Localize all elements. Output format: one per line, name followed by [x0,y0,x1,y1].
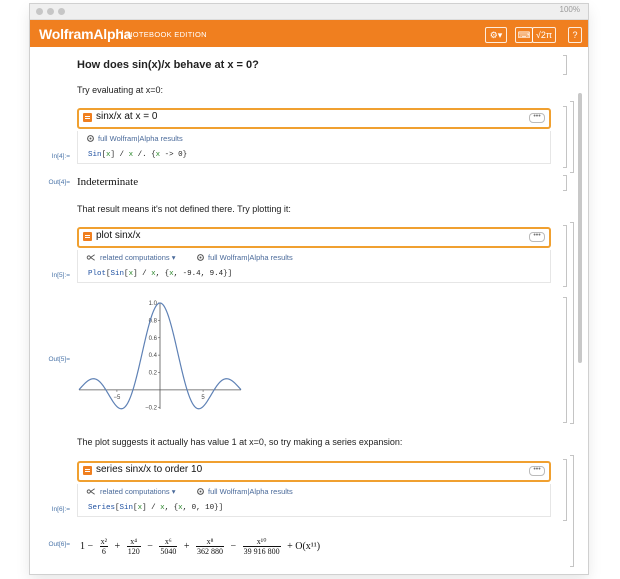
plot-output [75,297,245,432]
cell-bracket[interactable] [563,106,567,168]
input-cell-1[interactable] [77,148,551,164]
result-bar-3 [77,484,551,501]
input-label: In[4]:= [51,153,70,160]
maximize-window-icon[interactable] [58,8,65,15]
full-results-link[interactable]: full Wolfram|Alpha results [196,487,293,496]
notebook-window [30,4,588,574]
series-term: $\frac{\text{x¹⁰}}{39 916 800}$ [243,537,280,556]
sinc-plot [75,297,245,427]
y-tick-label: 0.6 [148,335,157,342]
keyboard-button[interactable]: ⌨ [515,27,533,43]
query-icon [83,232,92,241]
cell-group-bracket[interactable] [570,455,574,567]
full-results-link[interactable]: full Wolfram|Alpha results [86,134,183,143]
query-input-2[interactable] [77,227,551,248]
y-tick-label: 1.0 [148,301,157,307]
result-bar-2 [77,250,551,267]
cell-group-bracket[interactable] [570,222,574,424]
help-button[interactable]: ? [568,27,582,43]
query-icon [83,113,92,122]
y-tick-label: 0.4 [148,353,157,360]
related-computations-link[interactable]: related computations ▾ [86,253,175,262]
cell-bracket[interactable] [563,225,567,287]
y-tick-label: 0.8 [148,318,157,325]
output-indeterminate: Indeterminate [77,176,139,188]
y-tick-label: −0.2 [145,405,157,412]
zoom-level: 100% [559,5,580,14]
query-text: series sinx/x to order 10 [96,464,203,475]
query-input-1[interactable] [77,108,551,129]
input-label: In[5]:= [51,272,70,279]
series-term: $\frac{\text{x⁶}}{5040}$ [160,537,177,556]
close-window-icon[interactable] [36,8,43,15]
series-expansion-output: 1 − $\frac{\text{x²}}{6}$ + $\frac{\text{x⁴}}{120}$ − $\frac{\text{x⁶}}{5040}$ + $\frac{\text{x⁸}}{362 880}$ − $\frac{\text{x¹⁰}}{39 916 800}$ + O(x¹¹) [80,537,321,556]
more-options-icon[interactable]: ••• [529,466,545,476]
input-label: In[6]:= [51,506,70,513]
cell-bracket[interactable] [563,55,567,75]
more-options-icon[interactable]: ••• [529,113,545,123]
result-bar-1 [77,131,551,148]
input-code: Plot[Sin[x] / x, {x, -9.4, 9.4}] [88,270,233,278]
intro-text: Try evaluating at x=0: [77,85,163,95]
series-suggestion-text: The plot suggests it actually has value 1 at x=0, so try making a series expansion: [77,437,403,447]
gear-icon [196,487,205,496]
query-text: sinx/x at x = 0 [96,111,158,122]
more-options-icon[interactable]: ••• [529,232,545,242]
series-term: $\frac{\text{x²}}{6}$ [100,537,108,556]
brand-bar [30,20,588,47]
wolfram-alpha-logo: WolframAlpha [39,26,132,42]
minimize-window-icon[interactable] [47,8,54,15]
series-term: $\frac{\text{x⁸}}{362 880}$ [196,537,223,556]
query-input-3[interactable] [77,461,551,482]
output-label: Out[5]= [48,356,70,363]
notebook-content [30,47,588,574]
gear-menu-button[interactable]: ⚙▾ [485,27,507,43]
scrollbar[interactable] [578,93,582,363]
query-text: plot sinx/x [96,230,141,241]
y-tick-label: 0.2 [148,370,157,377]
gear-icon [196,253,205,262]
cell-bracket[interactable] [563,459,567,521]
x-tick-label: 5 [201,394,205,401]
related-icon [86,253,97,262]
related-computations-link[interactable]: related computations ▾ [86,487,175,496]
query-icon [83,466,92,475]
full-results-link[interactable]: full Wolfram|Alpha results [196,253,293,262]
title-bar [30,4,588,20]
series-term: $\frac{\text{x⁴}}{120}$ [127,537,140,556]
explanation-text: That result means it's not defined there. Try plotting it: [77,204,291,214]
input-cell-3[interactable] [77,501,551,517]
output-label: Out[4]= [48,179,70,186]
related-icon [86,487,97,496]
cell-bracket[interactable] [563,297,567,423]
cell-bracket[interactable] [563,175,567,191]
input-code: Sin[x] / x /. {x -> 0} [88,151,188,159]
x-tick-label: −5 [113,394,121,401]
math-input-button[interactable]: √2π [532,27,556,43]
cell-group-bracket[interactable] [570,101,574,173]
edition-label: NOTEBOOK EDITION [122,30,207,39]
input-code: Series[Sin[x] / x, {x, 0, 10}] [88,504,224,512]
page-title: How does sin(x)/x behave at x = 0? [77,59,259,71]
output-label: Out[6]= [48,541,70,548]
input-cell-2[interactable] [77,267,551,283]
gear-icon [86,134,95,143]
